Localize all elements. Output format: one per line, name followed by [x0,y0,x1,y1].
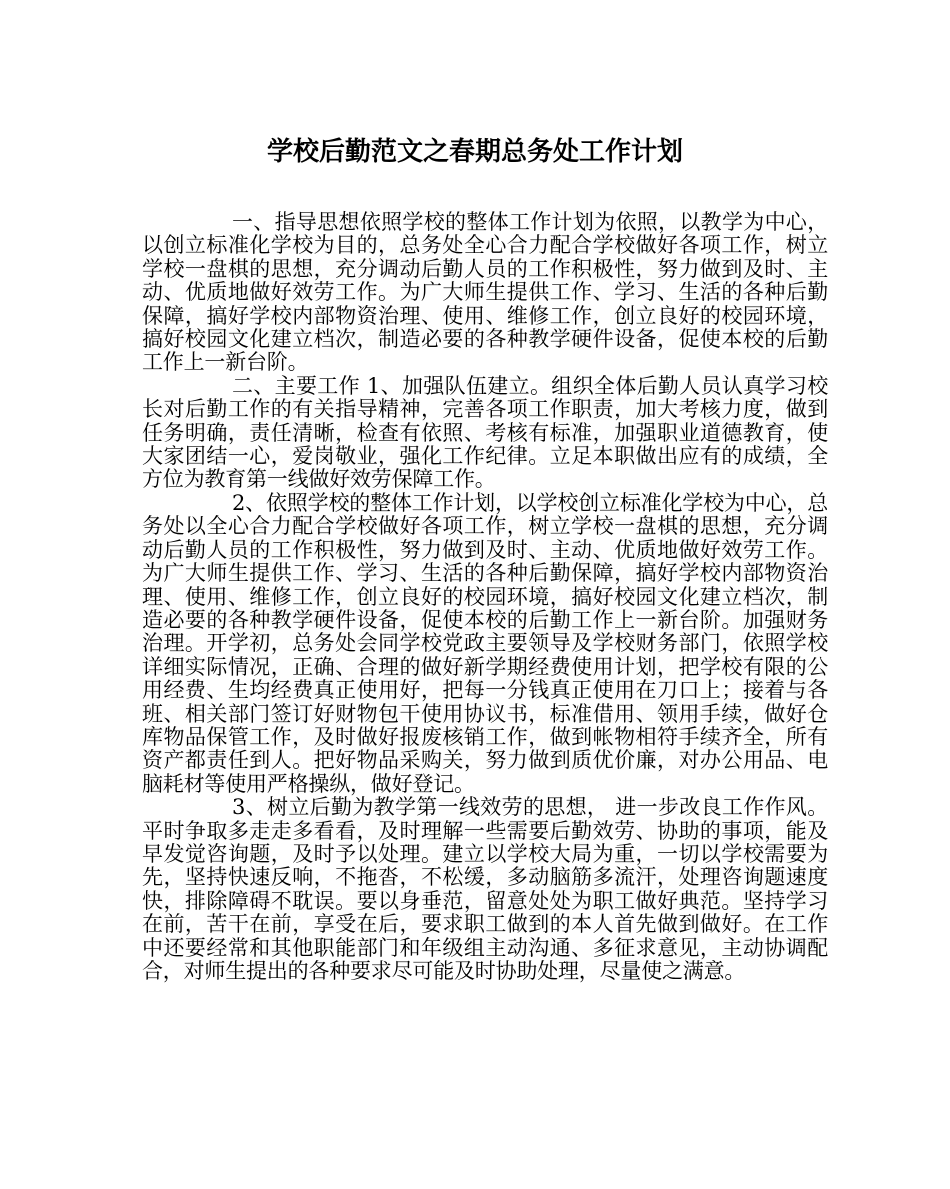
paragraph-service-attitude: 3、树立后勤为教学第一线效劳的思想， 进一步改良工作作风。平时争取多走走多看看，及时理解一些需要后勤效劳、协助的事项，能及早发觉咨询题，及时予以处理。建立以学校大局为重，一切以学校需要为先，坚持快速反响，不拖沓，不松缓，多动脑筋多流汗，处理咨询题速度快，排除障碍不耽误。要以身垂范，留意处处为职工做好典范。坚持学习在前，苦干在前，享受在后，要求职工做到的本人首先做到做好。在工作中还要经常和其他职能部门和年级组主动沟通、多征求意见，主动协调配合，对师生提出的各种要求尽可能及时协助处理，尽量使之满意。 [142,795,828,983]
document-title: 学校后勤范文之春期总务处工作计划 [266,137,683,167]
document-body [142,211,828,983]
paragraph-work-plan-finance: 2、依照学校的整体工作计划，以学校创立标准化学校为中心，总务处以全心合力配合学校做好各项工作，树立学校一盘棋的思想，充分调动后勤人员的工作积极性，努力做到及时、主动、优质地做好效劳工作。为广大师生提供工作、学习、生活的各种后勤保障，搞好学校内部物资治理、使用、维修工作，创立良好的校园环境，搞好校园文化建立档次，制造必要的各种教学硬件设备，促使本校的后勤工作上一新台阶。加强财务治理。开学初，总务处会同学校党政主要领导及学校财务部门，依照学校详细实际情况，正确、合理的做好新学期经费使用计划，把学校有限的公用经费、生均经费真正使用好，把每一分钱真正使用在刀口上；接着与各班、相关部门签订好财物包干使用协议书，标准借用、领用手续，做好仓库物品保管工作，及时做好报废核销工作，做到帐物相符手续齐全，所有资产都责任到人。把好物品采购关，努力做到质优价廉，对办公用品、电脑耗材等使用严格操纵，做好登记。 [142,490,828,796]
paragraph-guiding-ideology: 一、指导思想依照学校的整体工作计划为依照，以教学为中心，以创立标准化学校为目的，总务处全心合力配合学校做好各项工作，树立学校一盘棋的思想，充分调动后勤人员的工作积极性，努力做到及时、主动、优质地做好效劳工作。为广大师生提供工作、学习、生活的各种后勤保障，搞好学校内部物资治理、使用、维修工作，创立良好的校园环境，搞好校园文化建立档次，制造必要的各种教学硬件设备，促使本校的后勤工作上一新台阶。 [142,210,828,375]
paragraph-main-work-team: 二、主要工作 1、加强队伍建立。组织全体后勤人员认真学习校长对后勤工作的有关指导精神，完善各项工作职责，加大考核力度，做到任务明确，责任清晰，检查有依照、考核有标准，加强职业道德教育，使大家团结一心，爱岗敬业，强化工作纪律。立足本职做出应有的成绩，全方位为教育第一线做好效劳保障工作。 [142,373,828,492]
